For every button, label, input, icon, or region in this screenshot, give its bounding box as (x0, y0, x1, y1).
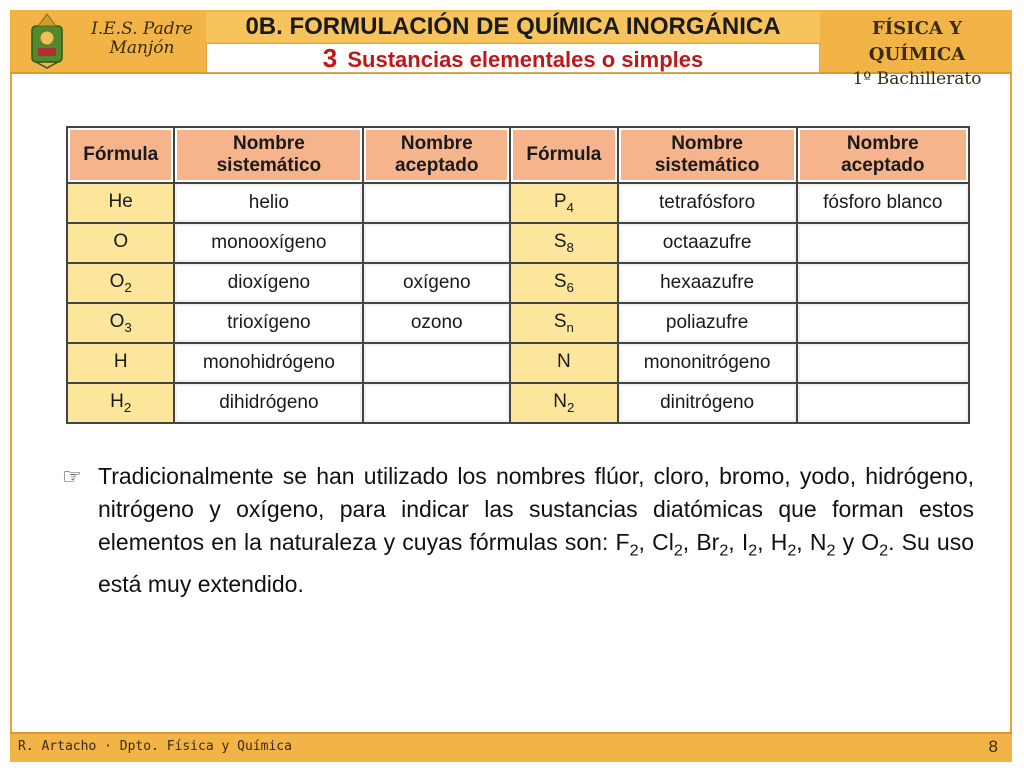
accepted-name-cell: ozono (363, 303, 510, 343)
systematic-name-cell: monooxígeno (174, 223, 363, 263)
header-formula: Fórmula (510, 127, 617, 183)
school-name-line2: Manjón (109, 38, 175, 58)
accepted-name-cell (797, 343, 969, 383)
note-formula: F (615, 529, 630, 555)
accepted-name-cell: oxígeno (363, 263, 510, 303)
table-row (67, 343, 969, 383)
systematic-name-cell: poliazufre (618, 303, 797, 343)
accepted-name-cell (363, 343, 510, 383)
formula-cell: $S_8$ (510, 223, 617, 263)
formula-cell: $O_3$ (67, 303, 174, 343)
formula-cell: O (67, 223, 174, 263)
note-formula: O (861, 529, 880, 555)
table-row (67, 303, 969, 343)
formula-cell: $S_n$ (510, 303, 617, 343)
table-row (67, 183, 969, 223)
accepted-name-cell (797, 223, 969, 263)
systematic-name-cell: monohidrógeno (174, 343, 363, 383)
accepted-name-cell (363, 383, 510, 423)
formula-cell: N (510, 343, 617, 383)
school-name (72, 20, 212, 58)
table-row (67, 263, 969, 303)
subject-label (824, 12, 1010, 89)
systematic-name-cell: dinitrógeno (618, 383, 797, 423)
school-name-line1: I.E.S. Padre (91, 19, 193, 39)
note-formula: I (741, 529, 749, 555)
school-crest-icon (28, 12, 66, 70)
table-row (67, 223, 969, 263)
header-accepted-name: Nombre aceptado (797, 127, 969, 183)
formula-cell: H (67, 343, 174, 383)
accepted-name-cell (363, 183, 510, 223)
slide-title (206, 12, 820, 72)
elemental-substances-table (66, 126, 970, 424)
systematic-name-cell: tetrafósforo (618, 183, 797, 223)
systematic-name-cell: mononitrógeno (618, 343, 797, 383)
systematic-name-cell: trioxígeno (174, 303, 363, 343)
accepted-name-cell (797, 303, 969, 343)
pointing-hand-icon: ☞ (62, 464, 82, 489)
formula-cell: $N_2$ (510, 383, 617, 423)
section-number: 3 (322, 43, 338, 73)
footer-author: R. Artacho · Dpto. Física y Química (18, 739, 292, 754)
header-systematic-name: Nombre sistemático (618, 127, 797, 183)
slide-footer (10, 732, 1012, 762)
school-logo (12, 6, 208, 68)
subject-name: FÍSICA Y QUÍMICA (868, 18, 966, 65)
note-formula: N (809, 529, 827, 555)
formula-cell: $P_4$ (510, 183, 617, 223)
formula-cell: He (67, 183, 174, 223)
systematic-name-cell: dioxígeno (174, 263, 363, 303)
note-end-text: Su uso está muy extendido. (98, 529, 974, 597)
section-title (206, 43, 820, 73)
main-title: 0B. FORMULACIÓN DE QUÍMICA INORGÁNICA (206, 12, 820, 42)
table-header-row (67, 127, 969, 183)
accepted-name-cell (797, 263, 969, 303)
section-title-text: Sustancias elementales o simples (347, 47, 704, 72)
page-number: 8 (988, 737, 998, 756)
systematic-name-cell: dihidrógeno (174, 383, 363, 423)
header-accepted-name: Nombre aceptado (363, 127, 510, 183)
header-formula: Fórmula (67, 127, 174, 183)
note-text (98, 460, 974, 601)
accepted-name-cell (797, 383, 969, 423)
note-formula: Br (696, 529, 720, 555)
systematic-name-cell: helio (174, 183, 363, 223)
formula-cell: $H_2$ (67, 383, 174, 423)
header-systematic-name: Nombre sistemático (174, 127, 363, 183)
diatomic-note (62, 460, 974, 601)
accepted-name-cell (363, 223, 510, 263)
accepted-name-cell: fósforo blanco (797, 183, 969, 223)
note-formula: Cl (652, 529, 674, 555)
formula-cell: $S_6$ (510, 263, 617, 303)
systematic-name-cell: hexaazufre (618, 263, 797, 303)
table-row (67, 383, 969, 423)
formula-cell: $O_2$ (67, 263, 174, 303)
note-formula: H (770, 529, 788, 555)
note-main-text: Tradicionalmente se han utilizado los nombres flúor, cloro, bromo, yodo, hidrógeno, nitrógeno y oxígeno, para indicar las sustancias diatómicas que forman estos elementos en la naturaleza y cuyas fórmulas son: (98, 463, 974, 555)
note-formulas: $F_2$, $Cl_2$, $Br_2$, $I_2$, $H_2$, $N_2$ y $O_2$. (615, 529, 902, 560)
systematic-name-cell: octaazufre (618, 223, 797, 263)
course-level: 1º Bachillerato (852, 69, 982, 89)
